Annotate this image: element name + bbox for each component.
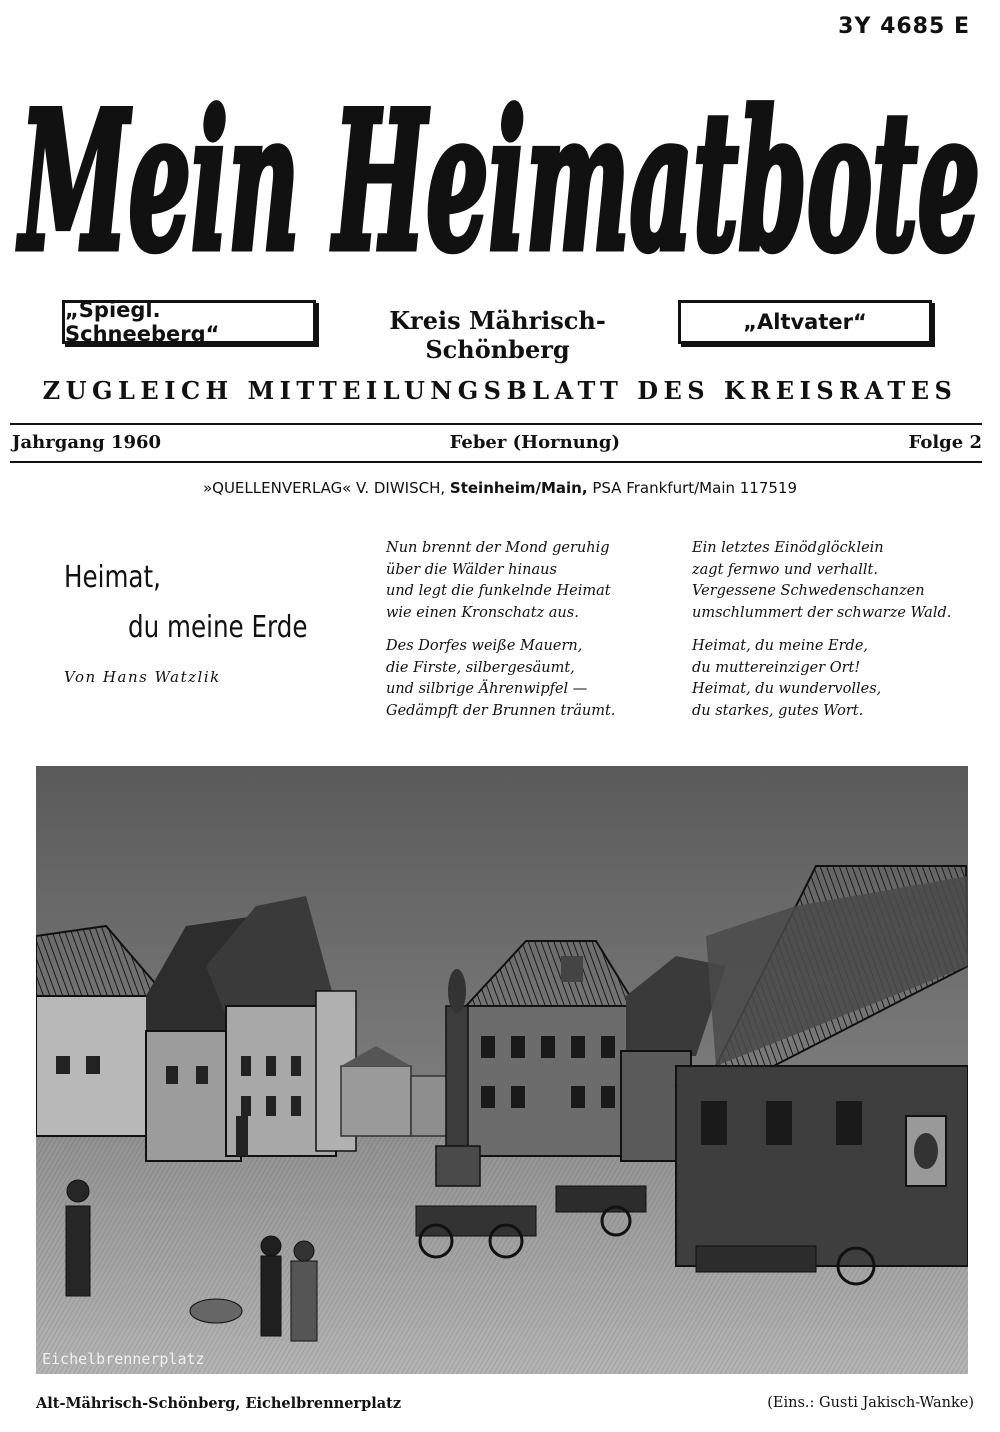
town-square-engraving: [36, 766, 968, 1374]
issue-month: Feber (Hornung): [449, 432, 620, 453]
divider-bottom: [10, 461, 982, 463]
poem-line: die Firste, silbergesäumt,: [386, 659, 575, 676]
issue-code: 3Y 4685 E: [838, 14, 970, 39]
masthead-logo: [8, 36, 992, 292]
svg-text:Mein Heimatbote: Mein Heimatbote: [16, 70, 981, 292]
poem-line: Vergessene Schwedenschanzen: [692, 583, 925, 600]
poem-line: Ein letztes Einödglöcklein: [692, 540, 884, 556]
poem-line: Des Dorfes weiße Mauern,: [386, 638, 583, 654]
publisher-name: »QUELLENVERLAG« V. DIWISCH,: [202, 479, 446, 497]
poem-stanza-3: [692, 538, 951, 624]
poem-line: über die Wälder hinaus: [386, 561, 557, 578]
town-square-photo: [36, 766, 968, 1374]
poem-stanza-1: [386, 538, 611, 624]
photo-caption: Alt-Mährisch-Schönberg, Eichelbrennerplatz: [36, 1395, 402, 1412]
issue-year: Jahrgang 1960: [12, 432, 162, 453]
publisher-line: [60, 479, 940, 497]
poem-line: Nun brennt der Mond geruhig: [386, 540, 610, 556]
header-box-schneeberg: „Spiegl. Schneeberg“: [62, 300, 316, 344]
header-box-altvater: „Altvater“: [678, 300, 932, 344]
poem-line: du starkes, gutes Wort.: [692, 702, 864, 719]
poem-line: Heimat, du wundervolles,: [692, 681, 882, 698]
masthead-blackletter: [8, 36, 992, 292]
poem-author: Von Hans Watzlik: [64, 668, 221, 686]
photo-credit: (Eins.: Gusti Jakisch-Wanke): [767, 1395, 974, 1411]
poem-stanza-4: [692, 636, 881, 722]
poem-title-line2: du meine Erde: [128, 610, 308, 645]
poem-line: umschlummert der schwarze Wald.: [692, 604, 952, 621]
poem-line: und legt die funkelnde Heimat: [386, 583, 611, 600]
poem-line: du muttereinziger Ort!: [692, 659, 861, 676]
publisher-postal: PSA Frankfurt/Main 117519: [592, 479, 798, 497]
district-name: Kreis Mährisch-Schönberg: [389, 306, 606, 364]
subtitle: ZUGLEICH MITTEILUNGSBLATT DES KREISRATES: [42, 376, 958, 405]
photo-inscription: Eichelbrennerplatz: [42, 1350, 205, 1368]
publisher-place: Steinheim/Main,: [449, 479, 588, 497]
poem-stanza-2: [386, 636, 615, 722]
poem-line: und silbrige Ährenwipfel —: [386, 681, 588, 698]
poem-line: Heimat, du meine Erde,: [692, 638, 869, 654]
poem-line: wie einen Kronschatz aus.: [386, 604, 579, 621]
issue-number: Folge 2: [908, 432, 982, 453]
poem-line: Gedämpft der Brunnen träumt.: [386, 702, 616, 719]
divider-top: [10, 423, 982, 425]
issue-line: [12, 432, 982, 453]
poem-line: zagt fernwo und verhallt.: [692, 561, 878, 578]
poem-title-line1: Heimat,: [64, 560, 161, 595]
